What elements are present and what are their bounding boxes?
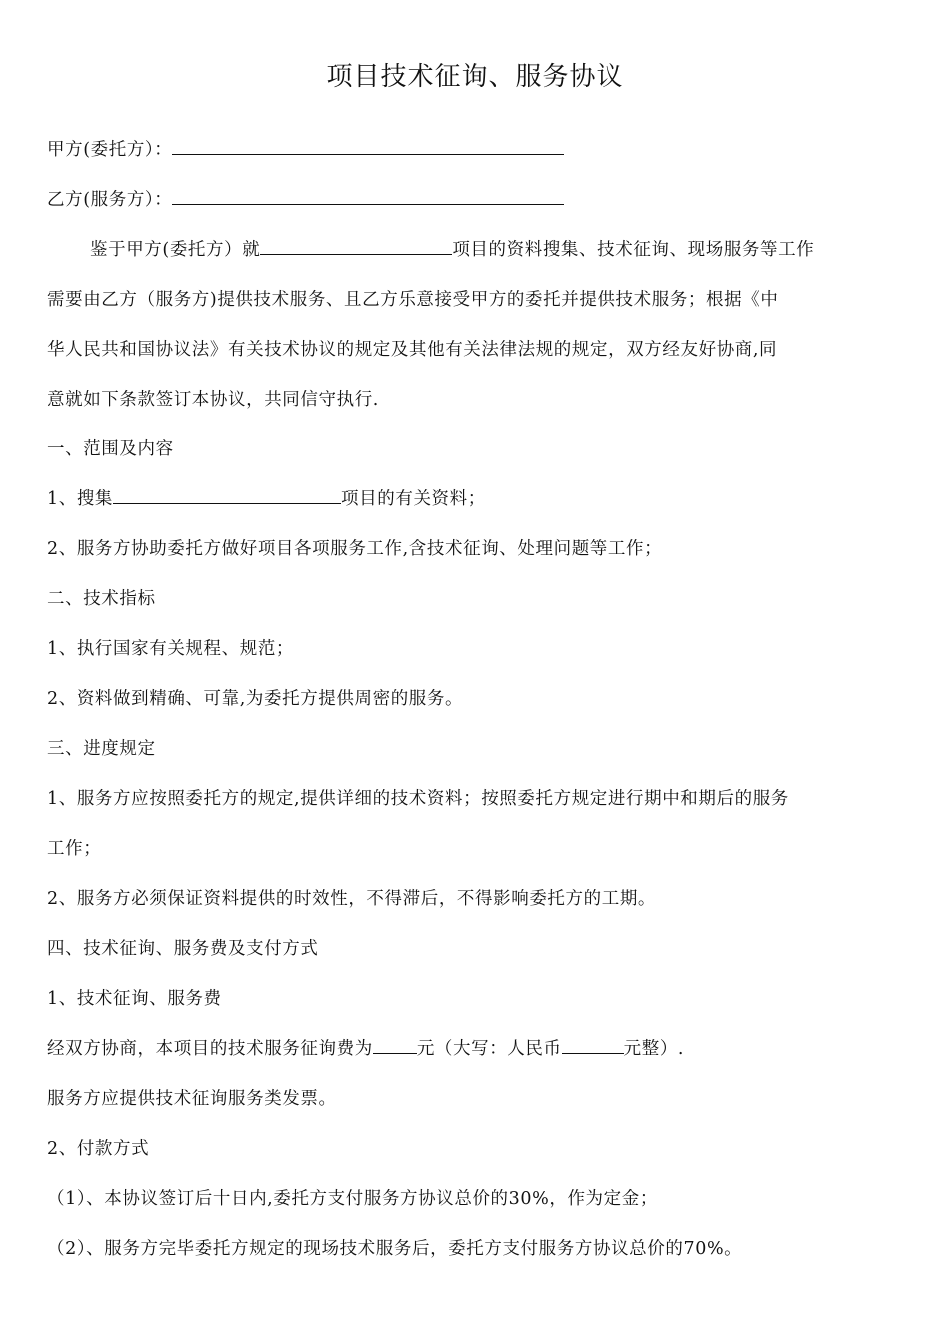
invoice-line: 服务方应提供技术征询服务类发票。 [47, 1089, 337, 1109]
project-name-blank[interactable] [260, 238, 452, 255]
section-2-item-2: 2、资料做到精确、可靠,为委托方提供周密的服务。 [47, 689, 464, 709]
intro-line-4: 意就如下条款签订本协议，共同信守执行. [47, 390, 379, 410]
section-4-sub-2: 2、付款方式 [47, 1139, 150, 1159]
payment-2: （2）、服务方完毕委托方规定的现场技术服务后，委托方支付服务方协议总价的70%。 [47, 1239, 743, 1259]
fee-line [47, 1037, 684, 1061]
section-1-item-2: 2、服务方协助委托方做好项目各项服务工作,含技术征询、处理问题等工作； [47, 539, 663, 559]
intro-text: 项目的资料搜集、技术征询、现场服务等工作 [452, 240, 815, 260]
party-b-line [47, 188, 564, 212]
intro-line-1 [90, 238, 814, 262]
section-3-item-1: 1、服务方应按照委托方的规定,提供详细的技术资料；按照委托方规定进行期中和期后的服务 [47, 789, 789, 809]
fee-text: 元（大写：人民币 [416, 1039, 562, 1059]
collect-project-blank[interactable] [113, 487, 341, 504]
party-a-blank[interactable] [172, 138, 564, 155]
item-text: 1、搜集 [47, 489, 114, 509]
party-b-blank[interactable] [172, 188, 564, 205]
intro-line-2: 需要由乙方（服务方)提供技术服务、且乙方乐意接受甲方的委托并提供技术服务；根据《中 [47, 290, 779, 310]
document-title: 项目技术征询、服务协议 [326, 62, 624, 92]
intro-text: 鉴于甲方(委托方）就 [90, 240, 261, 260]
section-3-item-1-cont: 工作； [47, 839, 102, 859]
item-text: 项目的有关资料； [341, 489, 486, 509]
party-a-label: 甲方(委托方）： [47, 140, 173, 160]
fee-uppercase-blank[interactable] [562, 1037, 624, 1054]
section-1-heading: 一、范围及内容 [47, 439, 174, 459]
fee-text: 元整）. [623, 1039, 685, 1059]
section-3-heading: 三、进度规定 [47, 739, 156, 759]
section-2-item-1: 1、执行国家有关规程、规范； [47, 639, 295, 659]
intro-line-3: 华人民共和国协议法》有关技术协议的规定及其他有关法律法规的规定，双方经友好协商,同 [47, 340, 778, 360]
fee-text: 经双方协商，本项目的技术服务征询费为 [47, 1039, 373, 1059]
section-2-heading: 二、技术指标 [47, 589, 156, 609]
section-4-sub-1: 1、技术征询、服务费 [47, 989, 222, 1009]
fee-amount-blank[interactable] [373, 1037, 417, 1054]
section-3-item-2: 2、服务方必须保证资料提供的时效性，不得滞后，不得影响委托方的工期。 [47, 889, 657, 909]
party-a-line [47, 138, 564, 162]
payment-1: （1）、本协议签订后十日内,委托方支付服务方协议总价的30%，作为定金； [47, 1189, 658, 1209]
section-4-heading: 四、技术征询、服务费及支付方式 [47, 939, 319, 959]
section-1-item-1 [47, 487, 486, 511]
party-b-label: 乙方(服务方）： [47, 190, 173, 210]
